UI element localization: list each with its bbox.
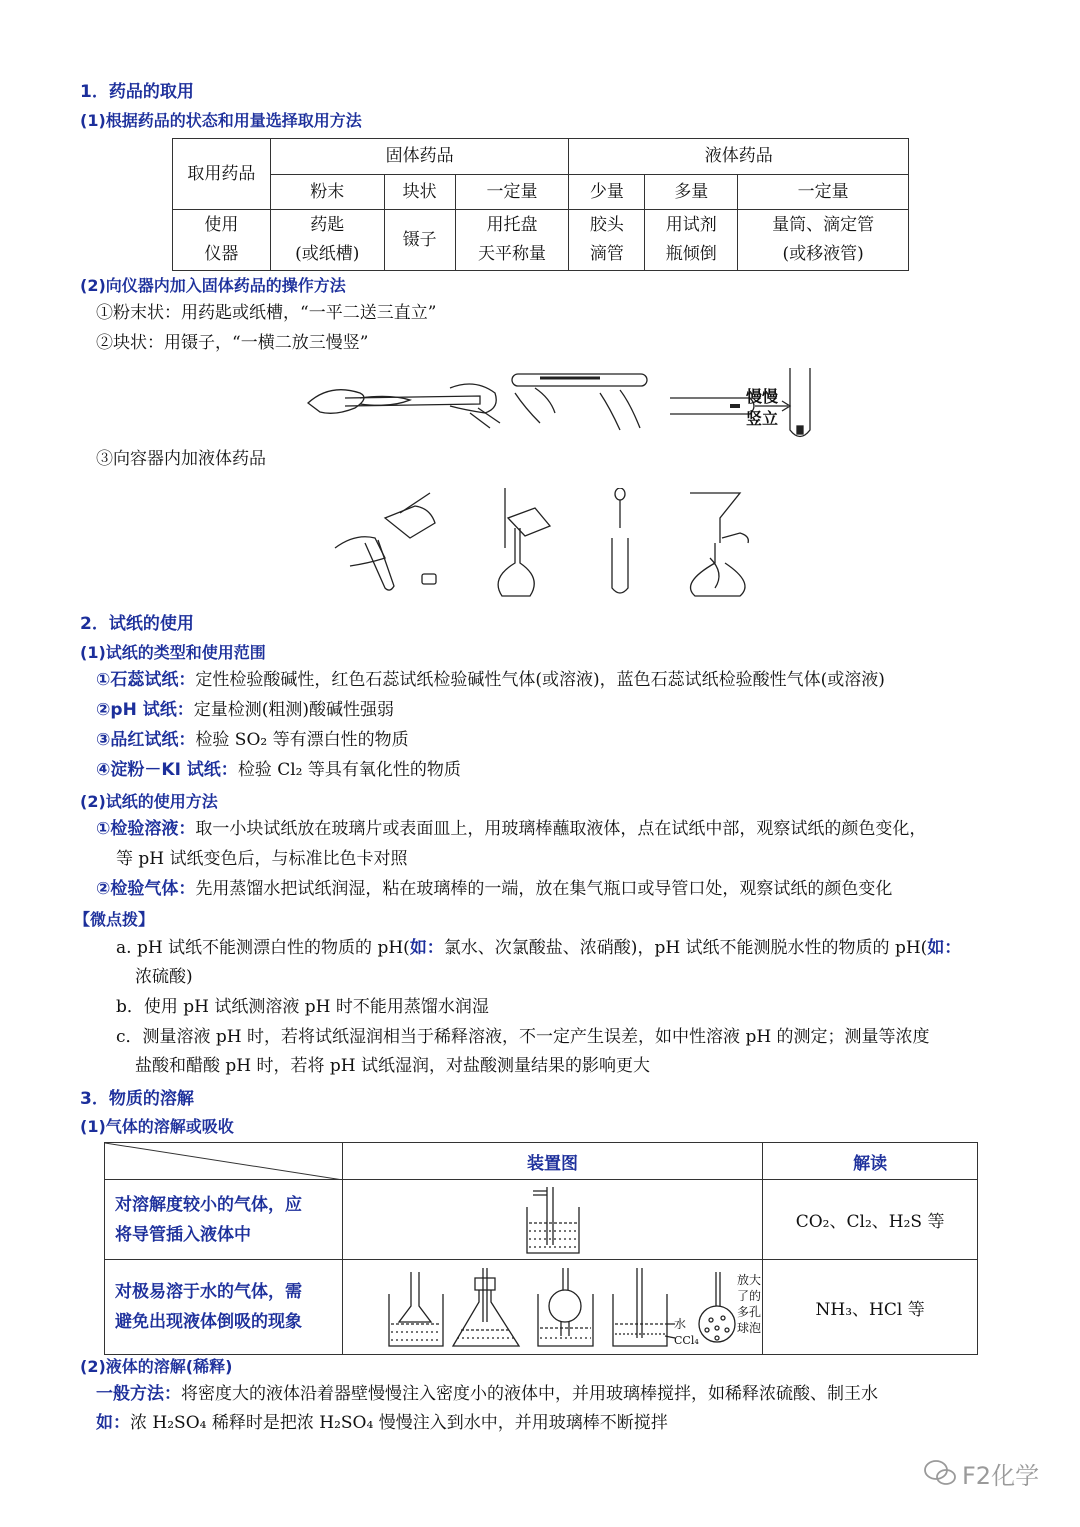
td-instrument (173, 210, 271, 271)
testpaper-ph (96, 695, 394, 725)
td-lamount-tool-l2: (或移液管) (782, 244, 864, 264)
th-liquid: 液体药品 (569, 139, 909, 175)
testpaper-magenta (96, 725, 409, 755)
th-device: 装置图 (342, 1143, 762, 1180)
anti-suckback-devices (383, 1266, 763, 1350)
tip-a-mid: 氯水、次氯酸盐、浓硝酸)，pH 试纸不能测脱水性的物质的 pH( (443, 938, 928, 958)
section-3-sub1: (1)气体的溶解或吸收 (80, 1117, 234, 1136)
td-powder-tool (270, 210, 384, 271)
ccl4-label: CCl₄ (673, 1334, 699, 1347)
check-gas-text: 先用蒸馏水把试纸润湿，粘在玻璃棒的一端，放在集气瓶口或导管口处，观察试纸的颜色变化 (195, 879, 893, 899)
dilute-method-label: 一般方法： (96, 1384, 181, 1404)
section-1-sub1: (1)根据药品的状态和用量选择取用方法 (80, 111, 362, 130)
tip-b: b．使用 pH 试纸测溶液 pH 时不能用蒸馏水润湿 (116, 997, 489, 1017)
tip-a-ru1: 如： (409, 938, 444, 958)
row2-label-l1: 对极易溶于水的气体，需 (115, 1282, 302, 1302)
td-powder-tool-l1: 药匙 (310, 215, 345, 235)
td-small-tool (569, 210, 645, 271)
row2-label-l2: 避免出现液体倒吸的现象 (115, 1312, 302, 1332)
bulb-label-1: 放大 (736, 1273, 761, 1287)
dilute-method (96, 1379, 878, 1409)
td-large-tool-l1: 用试剂 (665, 215, 717, 235)
reagent-table (172, 138, 909, 271)
td-small-tool-l2: 滴管 (589, 244, 624, 264)
section-1-sub2: (2)向仪器内加入固体药品的操作方法 (80, 276, 346, 295)
slow-label-2: 竖立 (746, 409, 779, 428)
section-2-sub1: (1)试纸的类型和使用范围 (80, 643, 266, 662)
beaker-tube-icon (523, 1187, 583, 1255)
tip-title: 【微点拨】 (74, 910, 155, 929)
check-liquid-line1 (96, 814, 926, 844)
td-instrument-l2: 仪器 (204, 244, 239, 264)
check-liquid-text2: 等 pH 试纸变色后，与标准比色卡对照 (116, 849, 408, 869)
th-reagent: 取用药品 (173, 139, 271, 210)
block-line: ②块状：用镊子，“一横二放三慢竖” (96, 333, 369, 353)
td-large-tool-l2: 瓶倾倒 (665, 244, 717, 264)
liquid-addition-illustration (330, 488, 750, 603)
th-large: 多量 (645, 175, 738, 210)
bulb-label-2: 了的 (736, 1289, 761, 1303)
th-solid-amount: 一定量 (455, 175, 569, 210)
testpaper-litmus (96, 665, 885, 695)
th-read: 解读 (763, 1143, 978, 1180)
row2-label (105, 1260, 343, 1355)
th-solid: 固体药品 (270, 139, 569, 175)
powder-line: ①粉末状：用药匙或纸槽，“一平二送三直立” (96, 303, 437, 323)
th-diagonal (105, 1143, 343, 1180)
section-3-sub2: (2)液体的溶解(稀释) (80, 1357, 233, 1376)
ki-text: 检验 Cl₂ 等具有氧化性的物质 (237, 760, 461, 780)
section-1-title: 1．药品的取用 (80, 82, 194, 102)
check-liquid-text1: 取一小块试纸放在玻璃片或表面皿上，用玻璃棒蘸取液体，点在试纸中部，观察试纸的颜色变化， (195, 819, 927, 839)
row1-label-l2: 将导管插入液体中 (115, 1224, 251, 1245)
ki-label: ④淀粉－KI 试纸： (96, 760, 238, 780)
row1-label (105, 1180, 343, 1260)
testpaper-ki (96, 755, 461, 785)
td-instrument-l1: 使用 (204, 215, 239, 235)
th-powder: 粉末 (270, 175, 384, 210)
th-liquid-amount: 一定量 (738, 175, 909, 210)
td-large-tool (645, 210, 738, 271)
check-liquid-label: ①检验溶液： (96, 819, 196, 839)
td-amount-tool-l1: 用托盘 (486, 215, 538, 235)
liquid-line: ③向容器内加液体药品 (96, 449, 266, 469)
td-lamount-tool-l1: 量筒、滴定管 (772, 215, 875, 235)
dilute-method-text: 将密度大的液体沿着器壁慢慢注入密度小的液体中，并用玻璃棒搅拌，如稀释浓硫酸、制王水 (181, 1384, 878, 1404)
tip-c-line2: 盐酸和醋酸 pH 时，若将 pH 试纸湿润，对盐酸测量结果的影响更大 (135, 1056, 651, 1076)
row1-device (342, 1180, 762, 1260)
td-lamount-tool (738, 210, 909, 271)
slow-label-1: 慢慢 (746, 387, 779, 406)
ph-label: ②pH 试纸： (96, 700, 194, 720)
watermark: F2化学 (962, 1462, 1040, 1490)
magenta-text: 检验 SO₂ 等有漂白性的物质 (195, 730, 409, 750)
water-label: 水 (673, 1317, 686, 1331)
check-gas-line (96, 874, 892, 904)
td-powder-tool-l2: (或纸槽) (295, 244, 360, 264)
dilute-example (96, 1408, 668, 1438)
th-small: 少量 (569, 175, 645, 210)
magenta-label: ③品红试纸： (96, 730, 196, 750)
solid-addition-illustration (300, 368, 840, 448)
section-2-sub2: (2)试纸的使用方法 (80, 792, 218, 811)
dilute-example-label: 如： (96, 1413, 130, 1433)
tip-c-line1: c．测量溶液 pH 时，若将试纸湿润相当于稀释溶液，不一定产生误差，如中性溶液 pH 的测定；测量等浓度 (116, 1027, 930, 1047)
section-2-title: 2．试纸的使用 (80, 614, 194, 634)
wechat-icon (922, 1458, 958, 1488)
tip-a-line1 (116, 933, 961, 963)
row2-read: NH₃、HCl 等 (763, 1260, 978, 1355)
dilute-example-text: 浓 H₂SO₄ 稀释时是把浓 H₂SO₄ 慢慢注入到水中，并用玻璃棒不断搅拌 (130, 1413, 668, 1433)
diagonal-line (105, 1143, 343, 1180)
bulb-label-4: 球泡 (736, 1321, 761, 1335)
td-block-tool: 镊子 (384, 210, 455, 271)
section-3-title: 3．物质的溶解 (80, 1089, 194, 1109)
td-amount-tool (455, 210, 569, 271)
litmus-label: ①石蕊试纸： (96, 670, 196, 690)
tip-a-pre: a. pH 试纸不能测漂白性的物质的 pH( (116, 938, 410, 958)
td-amount-tool-l2: 天平称量 (478, 244, 547, 264)
th-block: 块状 (384, 175, 455, 210)
ph-text: 定量检测(粗测)酸碱性强弱 (193, 700, 394, 720)
row1-read: CO₂、Cl₂、H₂S 等 (763, 1180, 978, 1260)
row2-device (342, 1260, 762, 1355)
check-gas-label: ②检验气体： (96, 879, 196, 899)
row1-label-l1: 对溶解度较小的气体，应 (115, 1194, 302, 1215)
litmus-text: 定性检验酸碱性，红色石蕊试纸检验碱性气体(或溶液)，蓝色石蕊试纸检验酸性气体(或溶液) (195, 670, 885, 690)
tip-a-ru2: 如： (927, 938, 962, 958)
bulb-label-3: 多孔 (736, 1305, 761, 1319)
gas-dissolve-table (104, 1142, 978, 1355)
td-small-tool-l1: 胶头 (589, 215, 624, 235)
tip-a-line2: 浓硫酸) (135, 967, 193, 987)
